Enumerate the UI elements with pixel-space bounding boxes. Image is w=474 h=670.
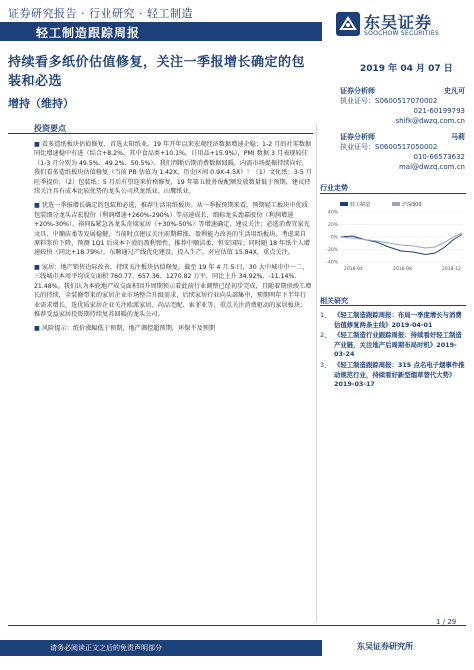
analyst-email[interactable]: mal@dwzq.com.cn [398, 163, 465, 171]
footer-rule [8, 625, 466, 626]
related-num: 2、 [320, 331, 331, 340]
analyst-role: 证券分析师 [340, 133, 375, 141]
analyst-name: 史凡可 [444, 87, 465, 95]
related-item[interactable] [320, 361, 466, 390]
trend-title: 行业走势 [320, 184, 348, 192]
legend-swatch [392, 202, 400, 206]
paragraph-risk [34, 324, 312, 333]
report-date: 2019 年 04 月 07 日 [360, 64, 453, 74]
trend-rule [320, 193, 466, 194]
paragraph-text: 家居：地产销售边际改善，持续关注板块估值修复。截至 19 年 4 月 5 日，30 大中城市中一二、三线城市本周平均成交面积 760.77、657.36、1270.82 万平，同比上升 34.92%、-11.14%、21.48%。我们认为本轮地产成交面积回升周期预示着此前行业调整已经初步完成，且随着期房竣工增长的持续，全装修带来的家居企业市场整合升级需求，后续家居行业向头部集中，预期明年下半年行业需求增长，选优质家居企业关注欧派家居、尚品宅配、索菲亚等，重点关注消费驱动的家居板块；推荐受益家居投资期持续复苏回暖的龙头公司。 [34, 263, 312, 318]
bullet-icon: ■ [34, 141, 42, 148]
related-text[interactable]: 《轻工制造跟踪周报：315 点名电子烟事件推动规范行业，持续看好新型烟草替代大势》2019-03-17 [334, 360, 465, 389]
legend-label: 沪深300 [402, 202, 422, 208]
paragraph-paper [34, 140, 312, 196]
legend-swatch [340, 202, 348, 206]
paragraph-text: 优选一季报增长确定的包装和必选，推荐生活用纸板块。从一季报预期来看，预期轻工板块中优质包装细分龙头吉宏股份（利润增速+260%-290%）等高速成长，细标龙头劲嘉股份（利润增速+20%-30%）、裕同&紧急各龙头奇瑞家居（+30%-50%）等增速确定，建议关注；必选消费宜家光文具、中顺洁柔等发展稳健，当前时点建议关注前期滞涨、盈利能力改善的生活用纸板块。考虑来自原料浆价下降，预测 1Q1 后成本下滑的盈利弹性，推荐中顺洁柔、恒安国际；同时随 18 年纸个人增速较快（同比+18.79%），东顺通过产线优化建设，投入生产，对应估值 15.84X，重点关注。 [34, 202, 310, 257]
analyst-phone: 021-60199793 [413, 107, 465, 115]
rating: 增持（维持） [8, 97, 74, 110]
report-title: 持续看多纸价估值修复，关注一季报增长确定的包装和必选 [8, 55, 306, 89]
x-axis [344, 266, 461, 272]
x-tick-label: 2018-08 [393, 267, 412, 272]
investment-body [34, 140, 312, 339]
report-category: 证券研究报告 · 行业研究 · 轻工制造 [8, 7, 193, 20]
analyst-role: 证券分析师 [340, 87, 375, 95]
analyst-email[interactable]: shifk@dwzq.com.cn [395, 117, 465, 125]
related-item[interactable] [320, 311, 466, 330]
column-divider [316, 123, 317, 623]
banner-title: 轻工制造跟踪周报 [36, 26, 141, 40]
company-logo [336, 10, 461, 46]
related-num: 3、 [320, 360, 331, 369]
logo-mark-icon [336, 12, 360, 36]
logo-cn: 东吴证券 [364, 13, 433, 32]
legend-label: 轻工制造 [350, 202, 371, 208]
analyst-license: 执业证号：S0600517050002 [340, 143, 438, 151]
related-text[interactable]: 《轻工制造行业跟踪周报：持续看好轻工制造产业链，关注地产后周期布局时机》2019-03-24 [334, 331, 462, 359]
investment-heading: 投资要点 [34, 124, 66, 133]
related-item[interactable] [320, 331, 466, 360]
bullet-icon: ■ [34, 263, 42, 271]
y-tick-label: -40% [326, 260, 338, 266]
y-tick-label: 40% [327, 210, 338, 216]
footer-org: 东吴证券研究所 [357, 642, 413, 651]
related-num: 1、 [320, 311, 331, 319]
y-tick-label: 20% [327, 223, 338, 228]
related-title: 相关研究 [320, 297, 348, 305]
chart-bg [320, 196, 466, 276]
footer-disclaimer: 请务必阅读正文之后的免责声明部分 [50, 644, 162, 652]
heading-rule [8, 133, 313, 134]
bullet-icon: ■ [34, 202, 42, 210]
industry-trend-chart [320, 196, 466, 276]
analyst-license: 执业证号：S0600517070002 [340, 97, 438, 105]
paragraph-text: 看多造纸板块估值修复，首选太阳纸业。19 年开年以来宏观经济数据增速企稳：1-2 月的社零数据同比增速稳中有进（综合+8.2%，其中食品类+10.1%，日用品+15.9%），PMI 数据 3 月表现较佳（1-3 月分别为 49.5%、49.2%、50.5%）。我们判断后期消费数据回暖，内需市场提振持续向好，我们看多造纸板块估值修复（当前 PB 估值为 1.42X，历史区间 0.9X-4.5X）！（1）文化纸：3-5 月旺季提价，（2）包装纸：5 月后有望迎来价格修复，19 年第五批外废配额发放数量低于预期，建议持续关注具有成本比较优势的龙头公司玖龙纸业、山鹰纸业。 [34, 141, 312, 196]
paragraph-packaging [34, 201, 312, 257]
related-list [320, 311, 466, 391]
analyst-name: 马莉 [451, 133, 465, 141]
x-tick-label: 2018-04 [344, 267, 363, 272]
bullet-icon: ■ [34, 325, 42, 333]
analyst-phone: 010-66573632 [413, 153, 465, 161]
y-tick-label: 0% [330, 235, 338, 241]
paragraph-text: 风险提示：纸价涨幅低于预期，地产调控超预期，环保不及预期 [41, 325, 216, 333]
page-number: 1 / 29 [436, 618, 457, 626]
logo-en: SOOCHOW SECURITIES [364, 30, 440, 37]
y-tick-label: -20% [326, 248, 338, 253]
paragraph-home [34, 263, 312, 319]
related-rule [320, 305, 466, 306]
analyst-block [340, 86, 465, 172]
x-tick-label: 2018-12 [442, 267, 461, 272]
related-text[interactable]: 《轻工制造跟踪周报：布局一季度增长与消费估值修复两条主线》2019-04-01 [334, 311, 462, 329]
